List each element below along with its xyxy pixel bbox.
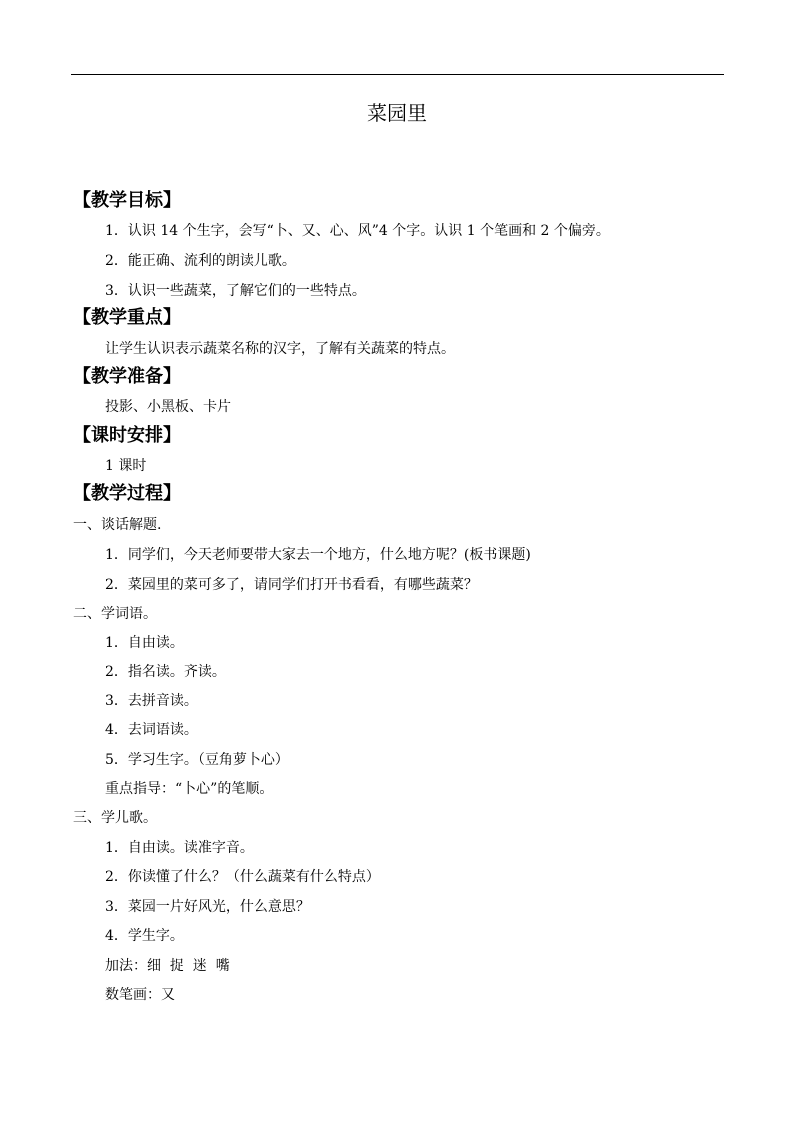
heading-teaching-goals: 【教学目标】 bbox=[73, 190, 181, 211]
part-2-note: 重点指导：“卜心”的笔顺。 bbox=[105, 781, 274, 797]
part-2-item-4: 4．去词语读。 bbox=[105, 722, 198, 738]
part-2-item-5: 5．学习生字。（豆角萝卜心） bbox=[105, 752, 289, 768]
part-3-item-1: 1．自由读。读准字音。 bbox=[105, 840, 254, 856]
part-1-item-1: 1．同学们，今天老师要带大家去一个地方，什么地方呢？(板书课题) bbox=[105, 547, 531, 563]
schedule-text: 1 课时 bbox=[105, 458, 147, 474]
goal-item-1: 1．认识 14 个生字，会写“卜、又、心、风”4 个字。认识 1 个笔画和 2 个偏旁。 bbox=[105, 223, 610, 239]
goal-item-2: 2．能正确、流利的朗读儿歌。 bbox=[105, 253, 296, 269]
prep-text: 投影、小黑板、卡片 bbox=[105, 399, 231, 415]
part-1-item-2: 2．菜园里的菜可多了，请同学们打开书看看，有哪些蔬菜？ bbox=[105, 577, 478, 593]
part-3-count-strokes: 数笔画：又 bbox=[105, 987, 175, 1003]
part-3-item-3: 3．菜园一片好风光，什么意思？ bbox=[105, 899, 310, 915]
part-2-item-3: 3．去拼音读。 bbox=[105, 693, 198, 709]
part-2-item-1: 1．自由读。 bbox=[105, 635, 184, 651]
goal-item-3: 3．认识一些蔬菜，了解它们的一些特点。 bbox=[105, 283, 366, 299]
heading-teaching-prep: 【教学准备】 bbox=[73, 366, 181, 387]
part-3-title: 三、学儿歌。 bbox=[73, 810, 157, 826]
heading-teaching-process: 【教学过程】 bbox=[73, 483, 181, 504]
part-3-add-radicals: 加法：细 捉 迷 嘴 bbox=[105, 958, 230, 974]
heading-schedule: 【课时安排】 bbox=[73, 425, 181, 446]
part-3-item-2: 2．你读懂了什么？（什么蔬菜有什么特点） bbox=[105, 869, 380, 885]
focus-text: 让学生认识表示蔬菜名称的汉字，了解有关蔬菜的特点。 bbox=[105, 341, 455, 357]
header-rule bbox=[71, 74, 724, 75]
part-3-item-4: 4．学生字。 bbox=[105, 928, 184, 944]
heading-teaching-focus: 【教学重点】 bbox=[73, 307, 181, 328]
page-title: 菜园里 bbox=[367, 101, 427, 125]
part-2-title: 二、学词语。 bbox=[73, 606, 157, 622]
part-1-title: 一、谈话解题. bbox=[73, 517, 162, 533]
part-2-item-2: 2．指名读。齐读。 bbox=[105, 664, 226, 680]
